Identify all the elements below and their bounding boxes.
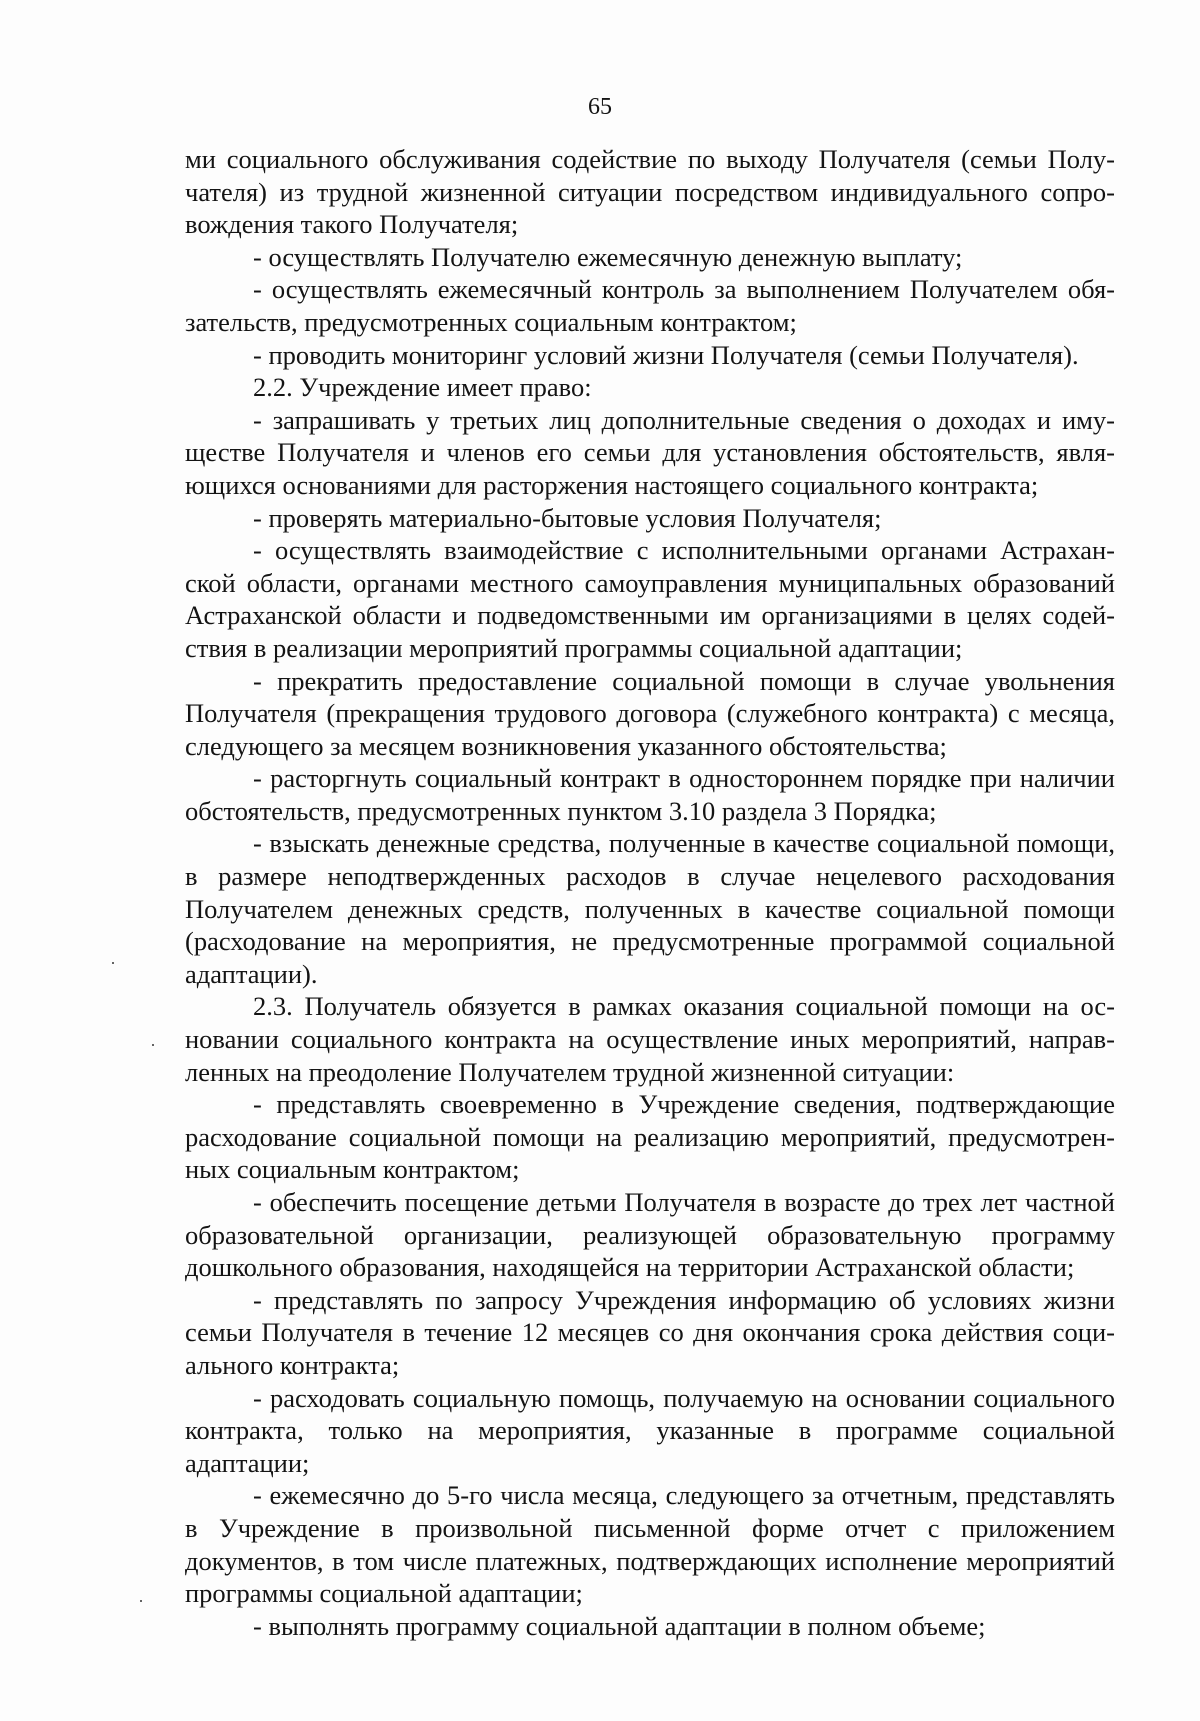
scan-speck xyxy=(152,1044,154,1046)
paragraph-monthly-payment: - осуществлять Получателю ежемесячную денежную выплату; xyxy=(253,241,963,272)
paragraph-cooperation: - осуществлять взаимодействие с исполнительными органами Астраханской области, органами местного самоуправления муниципальных образований Астраханской области и подведомственными им организациями в целях содействия в реализации мероприятий программы социальной адаптации; xyxy=(185,535,1115,663)
section-heading-2-2: 2.2. Учреждение имеет право: xyxy=(253,372,592,403)
paragraph-continuation: ми социального обслуживания содействие по выходу Получателя (семьи Получателя) из трудной жизненной ситуации посредством индивидуального сопровождения такого Получателя; xyxy=(185,144,1115,240)
paragraph-living-conditions-info: - представлять по запросу Учреждения информацию об условиях жизни семьи Получателя в течение 12 месяцев со дня окончания срока действия социального контракта; xyxy=(185,1284,1115,1380)
scan-speck xyxy=(112,962,114,964)
paragraph-child-attendance: - обеспечить посещение детьми Получателя в возрасте до трех лет частной образовательной организации, реализующей образовательную программу дошкольного образования, находящейся на территории Астраханской области; xyxy=(185,1187,1115,1283)
document-body xyxy=(185,143,1115,1642)
section-heading-2-3: 2.3. Получатель обязуется в рамках оказания социальной помощи на основании социального контракта на осуществление иных мероприятий, направленных на преодоление Получателем трудной жизненной ситуации: xyxy=(185,991,1115,1087)
scan-speck xyxy=(140,1600,142,1602)
paragraph-terminate-aid: - прекратить предоставление социальной помощи в случае увольнения Получателя (прекращения трудового договора (служебного контракта) с месяца, следующего за месяцем возникновения указанного обстоятельства; xyxy=(185,665,1115,761)
paragraph-check-conditions: - проверять материально-бытовые условия Получателя; xyxy=(253,502,882,533)
paragraph-spend-aid: - расходовать социальную помощь, получаемую на основании социального контракта, только на мероприятия, указанные в программе социальной адаптации; xyxy=(185,1382,1115,1478)
paragraph-monthly-control: - осуществлять ежемесячный контроль за выполнением Получателем обязательств, предусмотренных социальным контрактом; xyxy=(185,274,1115,337)
paragraph-monitoring: - проводить мониторинг условий жизни Получателя (семьи Получателя). xyxy=(253,339,1079,370)
paragraph-terminate-contract: - расторгнуть социальный контракт в одностороннем порядке при наличии обстоятельств, предусмотренных пунктом 3.10 раздела 3 Порядка; xyxy=(185,763,1115,826)
paragraph-fulfill-program: - выполнять программу социальной адаптации в полном объеме; xyxy=(253,1610,986,1641)
page-number: 65 xyxy=(588,94,612,120)
paragraph-monthly-report: - ежемесячно до 5-го числа месяца, следующего за отчетным, представлять в Учреждение в произвольной письменной форме отчет с приложением документов, в том числе платежных, подтверждающих исполнение мероприятий программы социальной адаптации; xyxy=(185,1480,1115,1609)
paragraph-submit-info: - представлять своевременно в Учреждение сведения, подтверждающие расходование социальной помощи на реализацию мероприятий, предусмотренных социальным контрактом; xyxy=(185,1089,1115,1185)
paragraph-recover-funds: - взыскать денежные средства, полученные в качестве социальной помощи, в размере неподтвержденных расходов в случае нецелевого расходования Получателем денежных средств, полученных в качестве социальной помощи (расходование на мероприятия, не предусмотренные программой социальной адаптации). xyxy=(185,828,1115,989)
paragraph-request-info: - запрашивать у третьих лиц дополнительные сведения о доходах и имуществе Получателя и членов его семьи для установления обстоятельств, являющихся основаниями для расторжения настоящего социального контракта; xyxy=(185,404,1115,500)
